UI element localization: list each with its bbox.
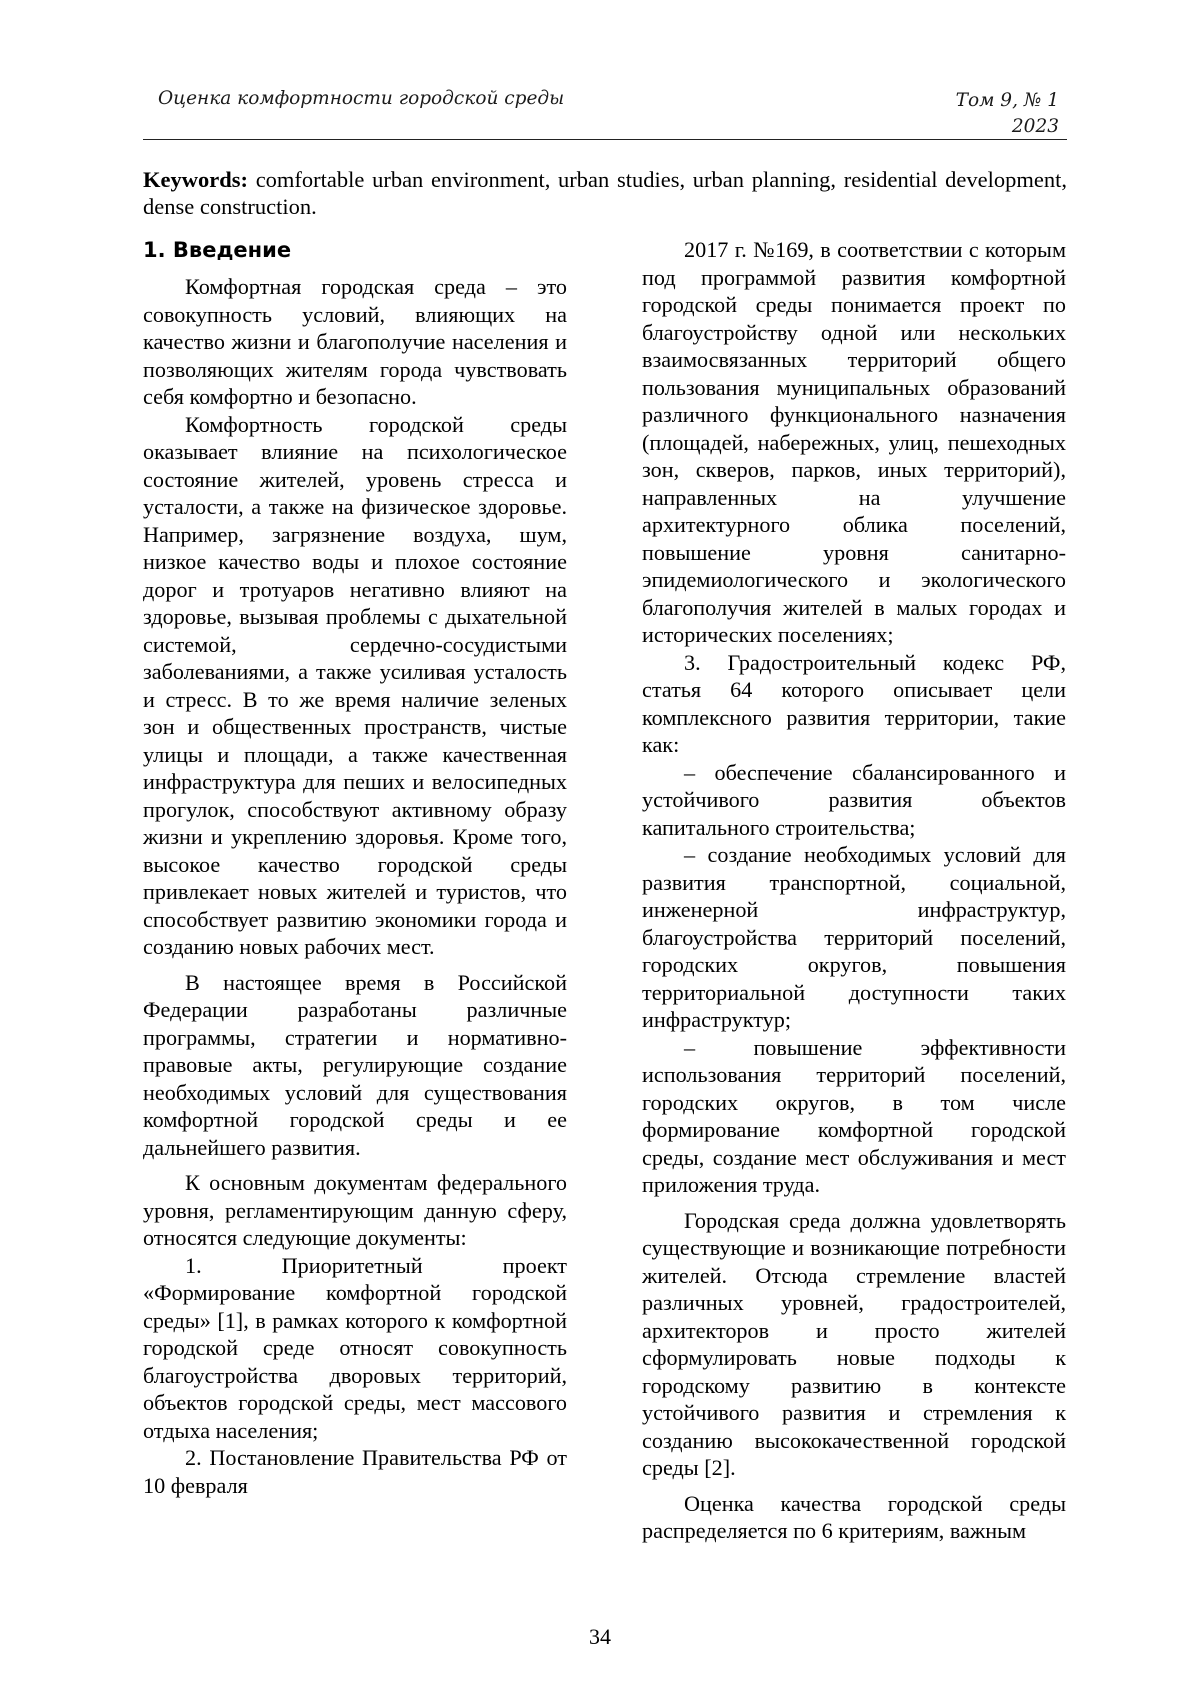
paragraph: 2017 г. №169, в соответствии с которым под программой развития комфортной городской среды понимается проект по благоустройству одной или нескольких взаимосвязанных территорий общего пользования муниципальных образований различного функционального назначения (площадей, набережных, улиц, пешеходных зон, скверов, парков, иных территорий), направленных на улучшение архитектурного облика поселений, повышение уровня санитарно-эпидемиологического и экологического благополучия жителей в малых городах и исторических поселениях; (642, 237, 1066, 647)
list-item: 2. Постановление Правительства РФ от 10 февраля (143, 1445, 567, 1498)
journal-title: Оценка комфортности городской среды (158, 88, 565, 109)
right-column (642, 236, 1066, 1545)
list-item: – повышение эффективности использования территорий поселений, городских округов, в том числе формирование комфортной городской среды, создание мест обслуживания и мест приложения труда. (642, 1034, 1066, 1197)
section-title: 1. Введение (143, 238, 292, 262)
paragraph: В настоящее время в Российской Федерации разработаны различные программы, стратегии и нормативно-правовые акты, регулирующие создание необходимых условий для существования комфортной городской среды и ее дальнейшего развития. (143, 969, 567, 1160)
header-rule (143, 139, 1067, 140)
page-number: 34 (589, 1624, 611, 1649)
keywords-block (143, 166, 1067, 220)
volume-year: 2023 (1011, 116, 1059, 137)
paragraph: Оценка качества городской среды распределяется по 6 критериям, важным (642, 1490, 1066, 1543)
volume-number: Том 9, № 1 (955, 90, 1059, 111)
list-item: – обеспечение сбалансированного и устойчивого развития объектов капитального строительства; (642, 759, 1066, 840)
keywords-label: Keywords: (143, 167, 248, 192)
volume-info (956, 88, 1059, 140)
paragraph: К основным документам федерального уровня, регламентирующим данную сферу, относятся следующие документы: (143, 1170, 567, 1250)
left-column (143, 236, 567, 1499)
paragraph: Городская среда должна удовлетворять существующие и возникающие потребности жителей. Отсюда стремление властей различных уровней, градостроителей, архитекторов и просто жителей сформулировать новые подходы к городскому развитию в контексте устойчивого развития и стремления к созданию высококачественной городской среды [2]. (642, 1207, 1066, 1480)
list-item: 3. Градостроительный кодекс РФ, статья 64 которого описывает цели комплексного развития территории, такие как: (642, 649, 1066, 757)
list-item: – создание необходимых условий для развития транспортной, социальной, инженерной инфраструктур, благоустройства территорий поселений, городских округов, повышения территориальной доступности таких инфраструктур; (642, 842, 1066, 1032)
paragraph: Комфортная городская среда – это совокупность условий, влияющих на качество жизни и благополучие населения и позволяющих жителям города чувствовать себя комфортно и безопасно. (143, 274, 567, 409)
keywords-text: comfortable urban environment, urban studies, urban planning, residential development, dense construction. (143, 167, 1067, 219)
list-item: 1. Приоритетный проект «Формирование комфортной городской среды» [1], в рамках которого к комфортной городской среде относят совокупность благоустройства дворовых территорий, объектов городской среды, мест массового отдыха населения; (143, 1252, 567, 1443)
paragraph: Комфортность городской среды оказывает влияние на психологическое состояние жителей, уровень стресса и усталости, а также на физическое здоровье. Например, загрязнение воздуха, шум, низкое качество воды и плохое состояние дорог и тротуаров негативно влияют на здоровье, вызывая проблемы с дыхательной системой, сердечно-сосудистыми заболеваниями, а также усиливая усталость и стресс. В то же время наличие зеленых зон и общественных пространств, чистые улицы и площади, а также качественная инфраструктура для пеших и велосипедных прогулок, способствуют активному образу жизни и укреплению здоровья. Кроме того, высокое качество городской среды привлекает новых жителей и туристов, что способствует развитию экономики города и созданию новых рабочих мест. (143, 411, 567, 959)
running-header (143, 82, 1067, 140)
